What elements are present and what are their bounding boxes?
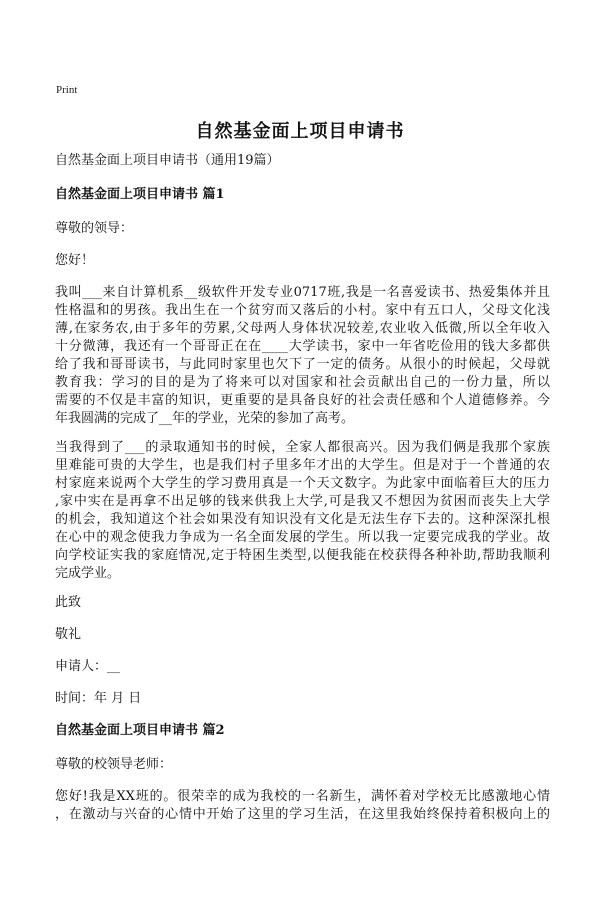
body-paragraph-2	[55, 439, 550, 583]
paragraph-line: 向学校证实我的家庭情况,定于特困生类型,以便我能在校获得各种补助,帮助我顺利	[55, 548, 550, 563]
paragraph-line: 薄,在家务农,由于多年的劳累,父母两人身体状况较差,农业收入低微,所以全年收入	[55, 321, 550, 336]
salutation: 尊敬的领导：	[55, 221, 134, 236]
body-paragraph-3	[55, 788, 550, 824]
paragraph-line: 给了我和哥哥读书，与此同时家里也欠下了一定的债务。从很小的时候起，父母就	[55, 357, 550, 372]
body-paragraph-1	[55, 284, 550, 428]
paragraph-line: 我叫___来自计算机系__级软件开发专业0717班,我是一名喜爱读书、热爱集体并且	[55, 285, 550, 300]
document-subtitle: 自然基金面上项目申请书（通用19篇）	[55, 153, 280, 168]
paragraph-line: 的机会，我知道这个社会如果没有知识没有文化是无法生存下去的。这种深深扎根	[55, 512, 550, 527]
paragraph-line: 需要的不仅是丰富的知识，更重要的是具备良好的社会责任感和个人道德修养。今	[55, 393, 550, 408]
paragraph-line: 村家庭来说两个大学生的学习费用真是一个天文数字。为此家中面临着巨大的压力	[55, 476, 550, 491]
paragraph-line: 您好!我是XX班的。很荣幸的成为我校的一名新生，满怀着对学校无比感激地心情	[55, 789, 550, 804]
date-line: 时间：年 月 日	[55, 691, 142, 706]
greeting: 您好！	[55, 253, 95, 268]
document-title: 自然基金面上项目申请书	[195, 121, 405, 142]
print-link[interactable]: Print	[56, 84, 78, 96]
paragraph-line: 完成学业。	[55, 566, 121, 581]
section-heading-1: 自然基金面上项目申请书 篇1	[55, 187, 225, 202]
salutation-2: 尊敬的校领导老师：	[55, 757, 173, 772]
paragraph-line: ，在激动与兴奋的心情中开始了这里的学习生活，在这里我始终保持着积极向上的	[55, 807, 550, 822]
paragraph-line: 当我得到了___的录取通知书的时候，全家人都很高兴。因为我们俩是我那个家族	[55, 440, 550, 455]
paragraph-line: ,家中实在是再拿不出足够的钱来供我上大学,可是我又不想因为贫困而丧失上大学	[55, 494, 550, 509]
closing-cizhi: 此致	[55, 595, 82, 610]
applicant-line: 申请人：__	[55, 659, 121, 674]
paragraph-line: 在心中的观念使我力争成为一名全面发展的学生。所以我一定要完成我的学业。故	[55, 530, 550, 545]
paragraph-line: 十分微薄，我还有一个哥哥正在在____大学读书，家中一年省吃俭用的钱大多都供	[55, 339, 550, 354]
paragraph-line: 性格温和的男孩。我出生在一个贫穷而又落后的小村。家中有五口人，父母文化浅	[55, 303, 550, 318]
document-body	[55, 152, 550, 835]
paragraph-line: 教育我：学习的目的是为了将来可以对国家和社会贡献出自己的一份力量，所以	[55, 375, 550, 390]
closing-jingli: 敬礼	[55, 627, 82, 642]
section-heading-2: 自然基金面上项目申请书 篇2	[55, 723, 225, 738]
paragraph-line: 年我圆满的完成了__年的学业，光荣的参加了高考。	[55, 411, 355, 426]
paragraph-line: 里难能可贵的大学生，也是我们村子里多年才出的大学生。但是对于一个普通的农	[55, 458, 550, 473]
